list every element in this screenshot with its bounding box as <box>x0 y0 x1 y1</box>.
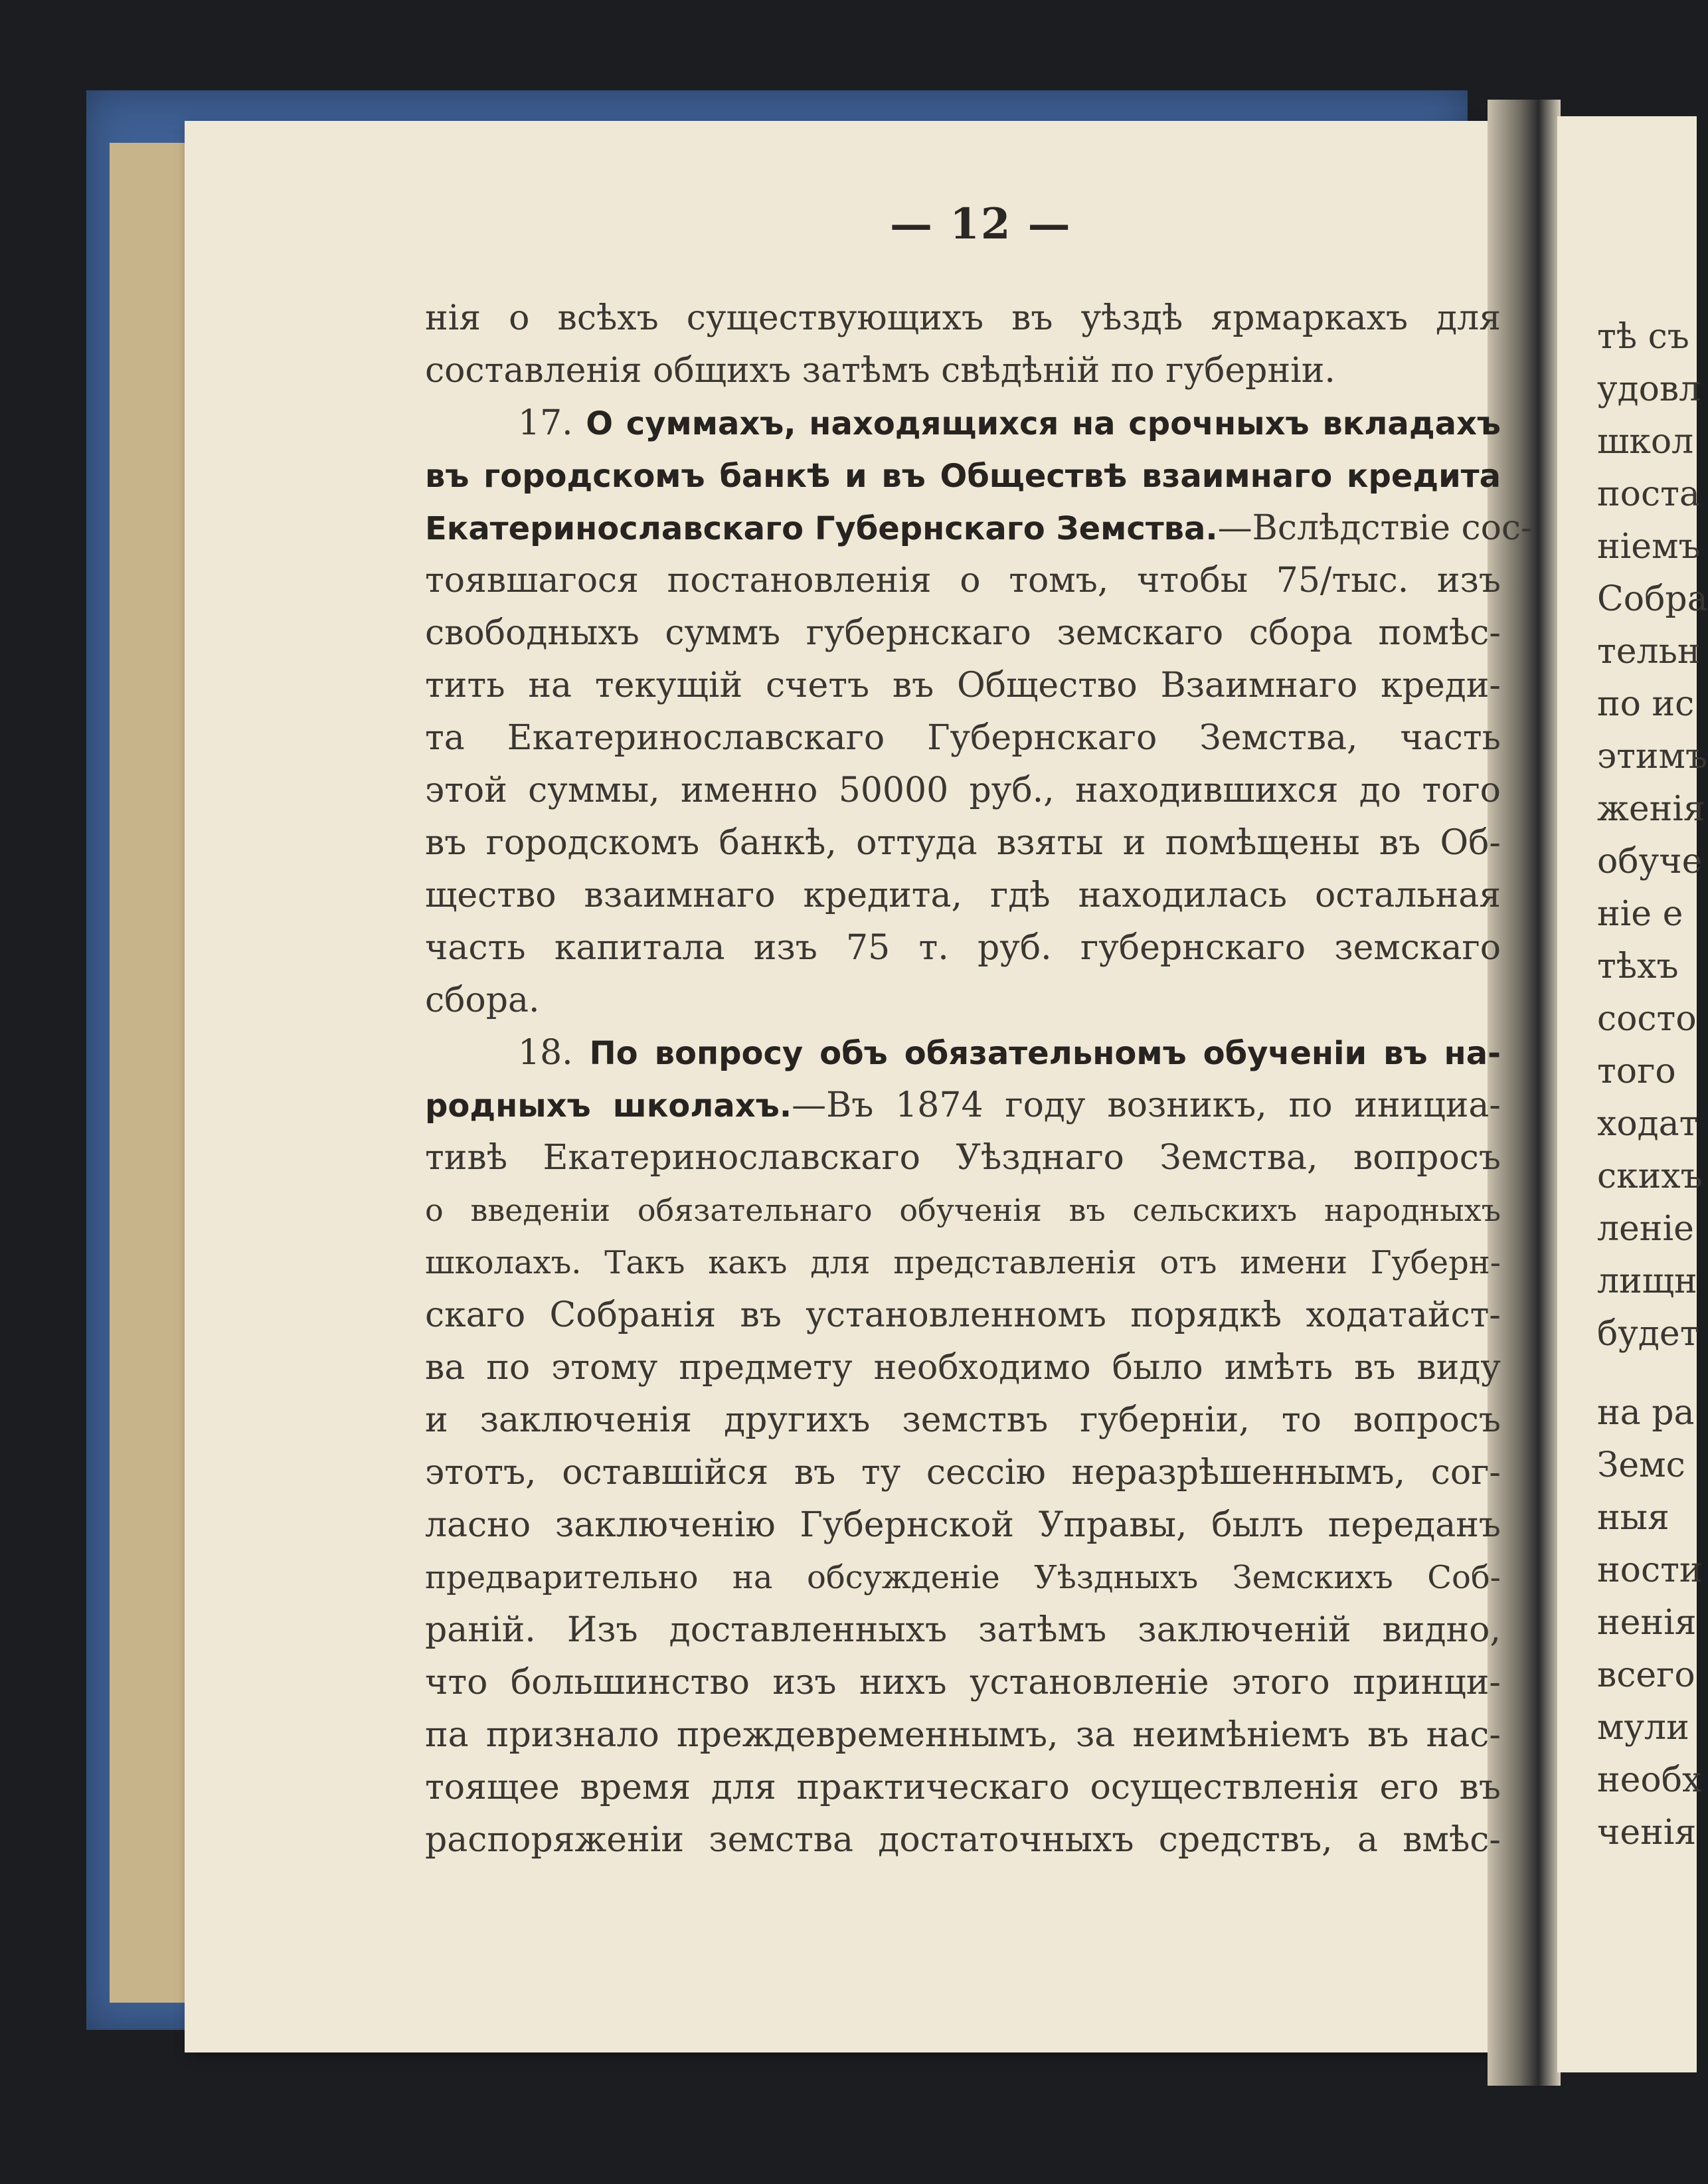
section-17-heading-line <box>425 450 1501 502</box>
right-page-fragment: Земс <box>1597 1445 1685 1485</box>
section-18-heading-line <box>425 1079 1501 1132</box>
text-line: и заключенія другихъ земствъ губерніи, то вопросъ <box>425 1400 1501 1440</box>
section-18-heading-line <box>425 1027 1501 1079</box>
right-page-fragment: тельн <box>1597 632 1701 672</box>
section-17-heading-line <box>425 502 1533 555</box>
text-line: распоряженіи земства достаточныхъ средствъ, а вмѣс- <box>425 1820 1501 1860</box>
right-page-fragment: тѣхъ <box>1597 947 1679 986</box>
section-18-heading: По вопросу объ обязательномъ обученіи въ на- <box>589 1035 1501 1072</box>
section-18-number: 18. <box>518 1033 573 1073</box>
text-line: свободныхъ суммъ губернскаго земскаго сбора помѣс- <box>425 613 1501 653</box>
right-page-fragment: всего <box>1597 1655 1695 1695</box>
text-line: нія о всѣхъ существующихъ въ уѣздѣ ярмаркахъ для <box>425 298 1501 338</box>
text-line: тоявшагося постановленія о томъ, чтобы 75/тыс. изъ <box>425 561 1501 600</box>
text-line: сбора. <box>425 980 540 1020</box>
text-line: часть капитала изъ 75 т. руб. губернскаго земскаго <box>425 928 1501 968</box>
right-page-fragment: лищн <box>1597 1261 1697 1301</box>
right-page-fragment: необх <box>1597 1760 1702 1800</box>
right-page-text <box>1597 311 1708 1859</box>
text-line: школахъ. Такъ какъ для представленія отъ имени Губерн- <box>425 1244 1501 1281</box>
right-page-fragment: будет <box>1597 1314 1699 1354</box>
text-line: въ городскомъ банкѣ, оттуда взяты и помѣщены въ Об- <box>425 823 1501 863</box>
right-page-fragment: ности <box>1597 1550 1703 1590</box>
right-page-fragment: ніе е <box>1597 894 1683 934</box>
right-page-fragment: женія <box>1597 789 1705 829</box>
right-page-fragment: обуче <box>1597 842 1703 881</box>
right-page-fragment: ніемъ <box>1597 527 1701 567</box>
page-number: — 12 — <box>890 199 1072 249</box>
right-page-fragment: ныя <box>1597 1498 1669 1538</box>
section-17-heading-line <box>425 397 1501 450</box>
text-line: тивѣ Екатеринославскаго Уѣзднаго Земства, вопросъ <box>425 1138 1501 1178</box>
text-line: о введеніи обязательнаго обученія въ сельскихъ народныхъ <box>425 1192 1501 1228</box>
right-page-fragment: по ис <box>1597 684 1695 724</box>
text-fragment: —Вслѣдствіе сос- <box>1217 508 1533 548</box>
text-line: щество взаимнаго кредита, гдѣ находилась остальная <box>425 875 1501 915</box>
right-page-fragment: мули <box>1597 1708 1689 1748</box>
text-line: что большинство изъ нихъ установленіе этого принци- <box>425 1663 1501 1702</box>
text-line: ласно заключенію Губернской Управы, былъ переданъ <box>425 1505 1501 1545</box>
right-page-fragment: удовл <box>1597 369 1701 409</box>
text-line: раній. Изъ доставленныхъ затѣмъ заключеній видно, <box>425 1610 1501 1650</box>
section-17-number: 17. <box>518 403 573 443</box>
text-line: тить на текущій счетъ въ Общество Взаимнаго креди- <box>425 666 1501 705</box>
text-line: тоящее время для практическаго осуществленія его въ <box>425 1768 1501 1807</box>
section-18-heading: родныхъ школахъ. <box>425 1087 792 1125</box>
text-line: предварительно на обсужденіе Уѣздныхъ Земскихъ Соб- <box>425 1559 1501 1596</box>
text-fragment: —Въ 1874 году возникъ, по инициа- <box>792 1085 1501 1125</box>
right-page-fragment: ненія <box>1597 1603 1697 1643</box>
right-page-fragment: поста <box>1597 474 1700 514</box>
text-line: этотъ, оставшійся въ ту сессію неразрѣшеннымъ, сог- <box>425 1453 1501 1493</box>
right-page-fragment: состо <box>1597 999 1697 1039</box>
right-page-fragment: Собра <box>1597 579 1708 619</box>
text-line: па признало преждевременнымъ, за неимѣніемъ въ нас- <box>425 1715 1501 1755</box>
right-page-fragment: ченія <box>1597 1813 1697 1853</box>
text-line: та Екатеринославскаго Губернскаго Земства, часть <box>425 718 1501 758</box>
right-page-fragment: этимъ <box>1597 737 1708 776</box>
text-line: ва по этому предмету необходимо было имѣть въ виду <box>425 1348 1501 1388</box>
text-line: этой суммы, именно 50000 руб., находившихся до того <box>425 771 1501 810</box>
right-page-fragment: того <box>1597 1051 1676 1091</box>
right-page-fragment: леніе <box>1597 1209 1694 1249</box>
section-17-heading: О суммахъ, находящихся на срочныхъ вкладахъ <box>586 405 1501 442</box>
section-17-heading: Екатеринославскаго Губернскаго Земства. <box>425 510 1218 547</box>
right-page-fragment: школ <box>1597 422 1694 462</box>
right-page-fragment: на ра <box>1597 1393 1695 1433</box>
text-line: составленія общихъ затѣмъ свѣдѣній по губерніи. <box>425 351 1335 391</box>
page-text <box>425 292 1533 1866</box>
right-page-fragment: тѣ съ <box>1597 317 1689 357</box>
text-line: скаго Собранія въ установленномъ порядкѣ ходатайст- <box>425 1295 1501 1335</box>
section-17-heading: въ городскомъ банкѣ и въ Обществѣ взаимнаго кредита <box>425 458 1501 495</box>
right-page-fragment: ходат <box>1597 1104 1699 1144</box>
right-page-fragment: скихъ <box>1597 1156 1703 1196</box>
